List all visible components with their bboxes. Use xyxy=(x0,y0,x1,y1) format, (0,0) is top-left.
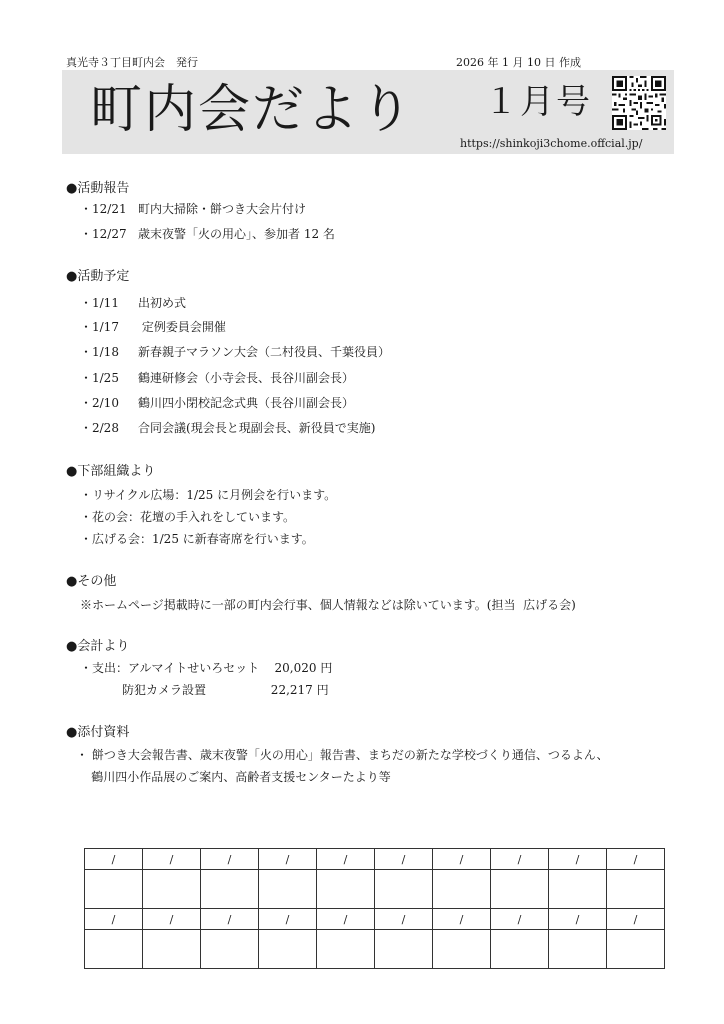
accounting-item: 防犯カメラ設置 22,217 円 xyxy=(80,683,329,697)
calendar-date-cell[interactable]: / xyxy=(375,909,433,930)
calendar-entry-cell[interactable] xyxy=(143,870,201,909)
calendar-date-cell[interactable]: / xyxy=(85,909,143,930)
report-heading: ●活動報告 xyxy=(66,181,130,196)
issuer-label: 真光寺３丁目町内会 発行 xyxy=(66,56,198,69)
sub-org-item: ・リサイクル広場：1/25 に月例会を行います。 xyxy=(80,488,337,502)
calendar-entry-cell[interactable] xyxy=(491,930,549,969)
other-heading: ●その他 xyxy=(66,574,117,589)
calendar-entry-cell[interactable] xyxy=(317,930,375,969)
calendar-entry-cell[interactable] xyxy=(201,930,259,969)
schedule-item: ・2/10 鶴川四小閉校記念式典（長谷川副会長） xyxy=(80,396,355,410)
attachments-item: 鶴川四小作品展のご案内、高齢者支援センターたより等 xyxy=(76,770,391,784)
calendar-date-cell[interactable]: / xyxy=(491,849,549,870)
schedule-heading: ●活動予定 xyxy=(66,269,130,284)
calendar-date-cell[interactable]: / xyxy=(433,909,491,930)
calendar-date-cell[interactable]: / xyxy=(85,849,143,870)
calendar-date-cell[interactable]: / xyxy=(317,849,375,870)
schedule-item: ・1/25 鶴連研修会（小寺会長、長谷川副会長） xyxy=(80,371,355,385)
calendar-date-cell[interactable]: / xyxy=(259,909,317,930)
calendar-entry-cell[interactable] xyxy=(143,930,201,969)
calendar-entry-cell[interactable] xyxy=(607,930,665,969)
calendar-date-cell[interactable]: / xyxy=(143,849,201,870)
schedule-item: ・1/18 新春親子マラソン大会（二村役員、千葉役員） xyxy=(80,345,391,359)
website-url[interactable]: https://shinkoji3chome.offcial.jp/ xyxy=(460,137,643,150)
report-item: ・12/21 町内大掃除・餅つき大会片付け xyxy=(80,202,307,216)
calendar-date-cell[interactable]: / xyxy=(491,909,549,930)
calendar-entry-cell[interactable] xyxy=(259,930,317,969)
calendar-entry-cell[interactable] xyxy=(259,870,317,909)
calendar-date-cell[interactable]: / xyxy=(259,849,317,870)
calendar-entry-cell[interactable] xyxy=(549,870,607,909)
sub-org-item: ・花の会：花壇の手入れをしています。 xyxy=(80,510,296,524)
calendar-entry-cell[interactable] xyxy=(85,870,143,909)
calendar-entry-cell[interactable] xyxy=(201,870,259,909)
sub-org-item: ・広げる会：1/25 に新春寄席を行います。 xyxy=(80,532,314,546)
issue-label: １月号 xyxy=(484,82,592,122)
calendar-entry-cell[interactable] xyxy=(317,870,375,909)
schedule-item: ・1/11 出初め式 xyxy=(80,296,187,310)
other-item: ※ホームページ掲載時に一部の町内会行事、個人情報などは除いています。(担当 広げる会) xyxy=(80,598,576,612)
calendar-date-cell[interactable]: / xyxy=(375,849,433,870)
date-label: 2026 年 1 月 10 日 作成 xyxy=(456,56,581,69)
calendar-date-cell[interactable]: / xyxy=(317,909,375,930)
calendar-date-cell[interactable]: / xyxy=(201,909,259,930)
calendar-date-cell[interactable]: / xyxy=(549,909,607,930)
calendar-entry-cell[interactable] xyxy=(375,870,433,909)
calendar-date-cell[interactable]: / xyxy=(607,849,665,870)
calendar-entry-cell[interactable] xyxy=(607,870,665,909)
schedule-item: ・2/28 合同会議(現会長と現副会長、新役員で実施) xyxy=(80,421,376,435)
attachments-heading: ●添付資料 xyxy=(66,725,130,740)
calendar-entry-cell[interactable] xyxy=(433,870,491,909)
qr-code-icon[interactable] xyxy=(612,76,666,130)
calendar-entry-cell[interactable] xyxy=(375,930,433,969)
accounting-item: ・支出：アルマイトせいろセット 20,020 円 xyxy=(80,661,333,675)
calendar-entry-cell[interactable] xyxy=(433,930,491,969)
calendar-grid xyxy=(84,848,665,969)
page-title: 町内会だより xyxy=(90,80,415,140)
calendar-entry-cell[interactable] xyxy=(491,870,549,909)
calendar-entry-cell[interactable] xyxy=(85,930,143,969)
attachments-item: ・ 餅つき大会報告書、歳末夜警「火の用心」報告書、まちだの新たな学校づくり通信、つるよん、 xyxy=(76,748,609,762)
calendar-date-cell[interactable]: / xyxy=(201,849,259,870)
sub-org-heading: ●下部組織より xyxy=(66,464,156,479)
calendar-date-cell[interactable]: / xyxy=(433,849,491,870)
report-item: ・12/27 歳末夜警「火の用心」、参加者 12 名 xyxy=(80,227,335,241)
calendar-date-cell[interactable]: / xyxy=(143,909,201,930)
calendar-date-cell[interactable]: / xyxy=(607,909,665,930)
accounting-heading: ●会計より xyxy=(66,639,130,654)
calendar-entry-cell[interactable] xyxy=(549,930,607,969)
schedule-item: ・1/17 定例委員会開催 xyxy=(80,320,226,334)
calendar-date-cell[interactable]: / xyxy=(549,849,607,870)
